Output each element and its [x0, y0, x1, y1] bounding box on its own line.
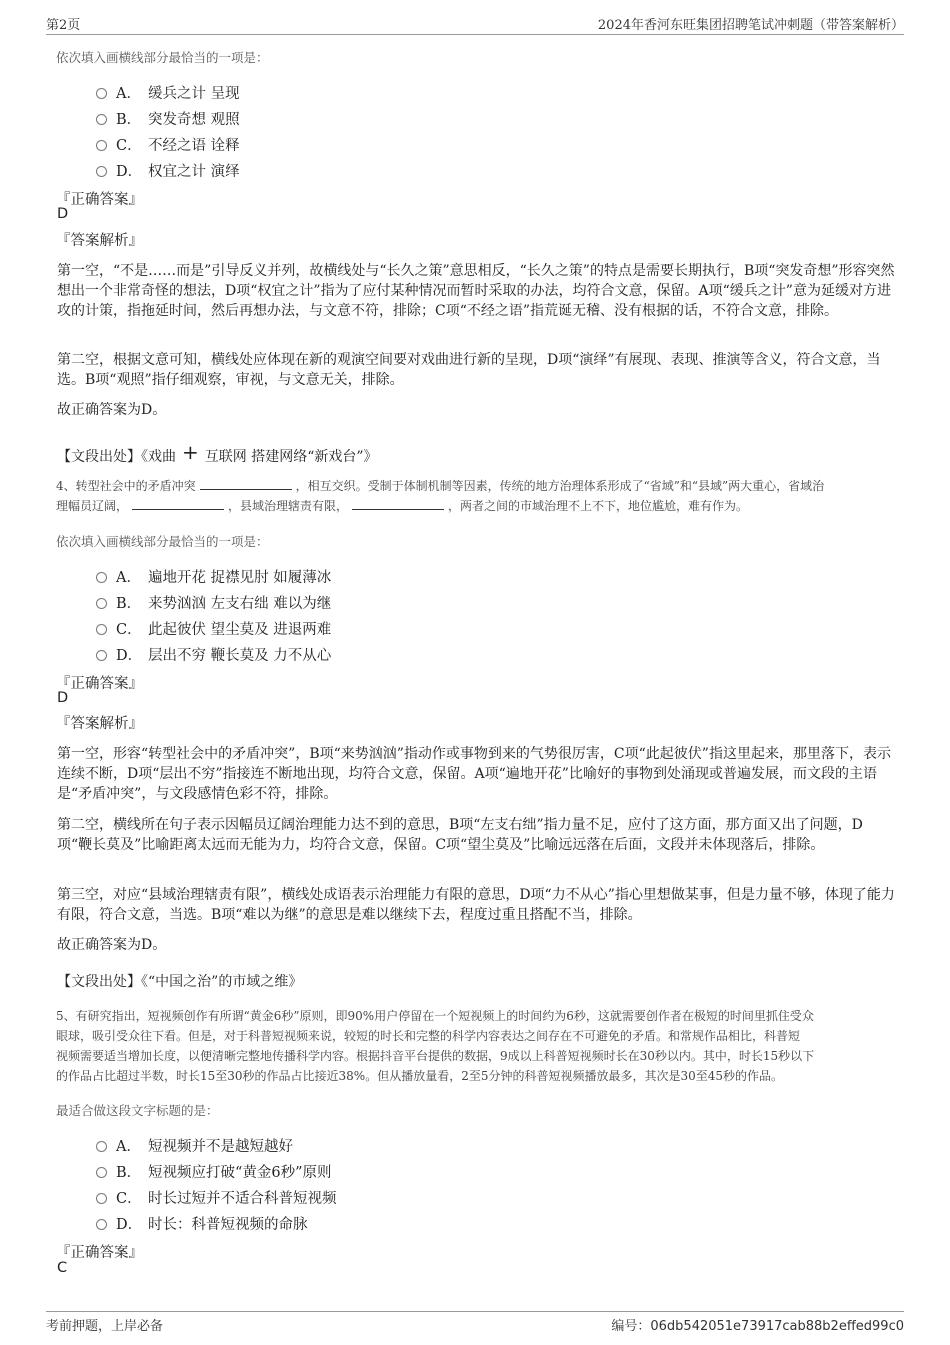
q3-analysis-tag: 『答案解析』 [56, 233, 143, 249]
radio-icon[interactable] [96, 1193, 107, 1204]
q5-stem-line: 5、有研究指出，短视频创作有所谓“黄金6秒”原则，即90%用户停留在一个短视频上的时间约为6秒，这就需要创作者在极短的时间里抓住受众 [56, 1009, 814, 1023]
page-number: 第2页 [46, 18, 81, 33]
q4-answer-tag: 『正确答案』 [56, 676, 143, 692]
q5-stem-line: 的作品占比超过半数，时长15至30秒的作品占比接近38%。但从播放量看，2至5分钟的科普短视频播放最多，其次是30至45秒的作品。 [56, 1069, 784, 1083]
q3-analysis-paragraph: 第二空，根据文意可知，横线处应体现在新的观演空间要对戏曲进行新的呈现，D项“演绎”有展现、表现、推演等含义，符合文意，当选。B项“观照”指仔细观察，审视，与文意无关，排除。 [57, 352, 881, 388]
q5-option-d[interactable]: D． 时长：科普短视频的命脉 [96, 1213, 308, 1235]
q5-answer-tag: 『正确答案』 [56, 1245, 143, 1261]
fill-blank [352, 497, 444, 510]
q4-option-c[interactable]: C． 此起彼伏 望尘莫及 进退两难 [96, 618, 331, 640]
q5-prompt: 最适合做这段文字标题的是： [56, 1103, 219, 1118]
source-label: 【文段出处】 [57, 449, 141, 465]
q4-analysis-paragraph: 故正确答案为D。 [57, 937, 167, 953]
radio-icon[interactable] [96, 1219, 107, 1230]
q3-answer-tag: 『正确答案』 [56, 192, 143, 208]
q5-stem-line: 眼球，吸引受众往下看。但是，对于科普短视频来说，较短的时长和完整的科学内容表达之间存在不可避免的矛盾。和常规作品相比，科普短 [56, 1029, 801, 1043]
radio-icon[interactable] [96, 624, 107, 635]
q4-stem-line: 理幅员辽阔， ，县域治理辖责有限， ，两者之间的市域治理不上不下，地位尴尬，难有作为。 [56, 499, 749, 513]
source-label: 【文段出处】 [57, 974, 141, 990]
q4-analysis-paragraph: 第二空，横线所在句子表示因幅员辽阔治理能力达不到的意思，B项“左支右绌”指力量不足，应付了这方面，那方面又出了问题，D项“鞭长莫及”比喻距离太远而无能为力，均符合文意，保留。C项“望尘莫及”比喻远远落在后面，文段并未体现落后，排除。 [57, 817, 863, 853]
radio-icon[interactable] [96, 1141, 107, 1152]
fill-blank [132, 497, 224, 510]
q4-option-d[interactable]: D． 层出不穷 鞭长莫及 力不从心 [96, 644, 331, 666]
q4-answer: D [57, 690, 69, 706]
plus-sign: + [182, 440, 199, 464]
q3-option-a[interactable]: A． 缓兵之计 呈现 [96, 82, 240, 104]
q3-analysis-paragraph: 第一空，“不是……而是”引导反义并列，故横线处与“长久之策”意思相反，“长久之策”的特点是需要长期执行，B项“突发奇想”形容突然想出一个非常奇怪的想法，D项“权宜之计”指为了应付某种情况而暂时采取的办法，均符合文意，保留。A项“缓兵之计”意为延缓对方进攻的计策，指拖延时间，然后再想办法，与文意不符，排除；C项“不经之语”指荒诞无稽、没有根据的话，不符合文意，排除。 [57, 263, 895, 319]
q4-analysis-paragraph: 第一空，形容“转型社会中的矛盾冲突”，B项“来势汹汹”指动作或事物到来的气势很厉害，C项“此起彼伏”指这里起来，那里落下，表示连续不断，D项“层出不穷”指接连不断地出现，均符合文意，保留。A项“遍地开花”比喻好的事物到处涌现或普遍发展，而文段的主语是“矛盾冲突”，与文段感情色彩不符，排除。 [57, 746, 891, 802]
fill-blank [200, 477, 292, 490]
radio-icon[interactable] [96, 572, 107, 583]
q4-prompt: 依次填入画横线部分最恰当的一项是： [56, 534, 269, 549]
q5-option-c[interactable]: C． 时长过短并不适合科普短视频 [96, 1187, 337, 1209]
q3-answer: D [57, 206, 69, 222]
q4-analysis-tag: 『答案解析』 [56, 716, 143, 732]
q3-option-b[interactable]: B． 突发奇想 观照 [96, 108, 240, 130]
q5-option-b[interactable]: B． 短视频应打破“黄金6秒”原则 [96, 1161, 332, 1183]
q4-option-a[interactable]: A． 遍地开花 捉襟见肘 如履薄冰 [96, 566, 331, 588]
q4-stem-line: 4、转型社会中的矛盾冲突 ，相互交织。受制于体制机制等因素，传统的地方治理体系形成了“省域”和“县域”两大重心，省域治 [56, 479, 825, 493]
q3-source: 【文段出处】《戏曲 + 互联网 搭建网络“新戏台”》 [57, 440, 378, 465]
q4-source: 【文段出处】《“中国之治”的市域之维》 [57, 974, 303, 990]
footer-slogan: 考前押题，上岸必备 [46, 1319, 164, 1334]
radio-icon[interactable] [96, 1167, 107, 1178]
q5-stem-line: 视频需要适当增加长度，以便清晰完整地传播科学内容。根据抖音平台提供的数据，9成以上科普短视频时长在30秒以内。其中，时长15秒以下 [56, 1049, 815, 1063]
q3-analysis-paragraph: 故正确答案为D。 [57, 402, 167, 418]
q3-prompt: 依次填入画横线部分最恰当的一项是： [56, 50, 269, 65]
radio-icon[interactable] [96, 650, 107, 661]
q3-option-c[interactable]: C． 不经之语 诠释 [96, 134, 240, 156]
document-title: 2024年香河东旺集团招聘笔试冲刺题（带答案解析） [597, 18, 904, 33]
radio-icon[interactable] [96, 114, 107, 125]
radio-icon[interactable] [96, 598, 107, 609]
q5-answer: C [57, 1260, 68, 1276]
document-code: 编号：06db542051e73917cab88b2effed99c0 [611, 1319, 904, 1334]
page-footer [46, 1311, 904, 1332]
radio-icon[interactable] [96, 140, 107, 151]
q5-option-a[interactable]: A． 短视频并不是越短越好 [96, 1135, 293, 1157]
radio-icon[interactable] [96, 166, 107, 177]
page-header [46, 14, 904, 35]
q4-analysis-paragraph: 第三空，对应“县域治理辖责有限”，横线处成语表示治理能力有限的意思，D项“力不从心”指心里想做某事，但是力量不够，体现了能力有限，符合文意，当选。B项“难以为继”的意思是难以继续下去，程度过重且搭配不当，排除。 [57, 887, 895, 923]
q4-option-b[interactable]: B． 来势汹汹 左支右绌 难以为继 [96, 592, 331, 614]
radio-icon[interactable] [96, 88, 107, 99]
q3-option-d[interactable]: D． 权宜之计 演绎 [96, 160, 240, 182]
